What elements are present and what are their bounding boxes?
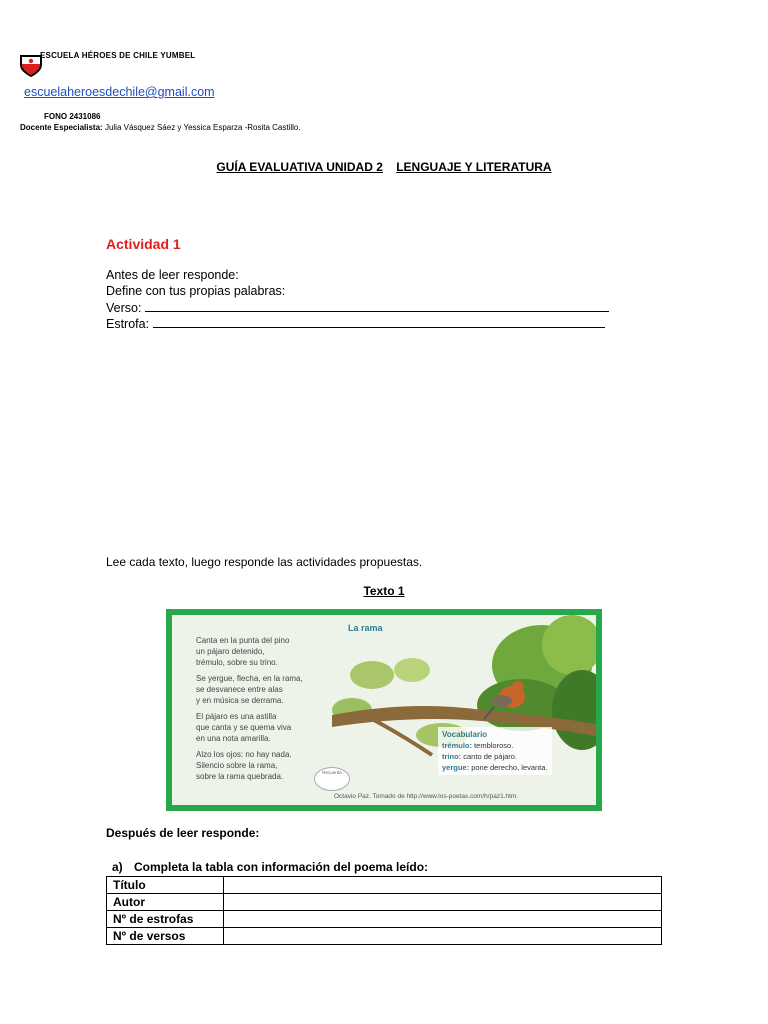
- estrofa-row: [106, 315, 605, 331]
- row-label-estrofas: Nº de estrofas: [107, 911, 224, 928]
- vocab-item: [442, 762, 548, 773]
- page-title: [0, 160, 768, 174]
- poem-image-frame: [166, 609, 602, 811]
- verse: un pájaro detenido,: [196, 647, 265, 656]
- teachers-line: [20, 123, 301, 132]
- vocab-term: trino:: [442, 752, 462, 761]
- vocabulary-box: [438, 727, 552, 775]
- row-label-titulo: Título: [107, 877, 224, 894]
- stanza-3: [196, 711, 303, 744]
- table-row: [107, 894, 662, 911]
- verse: Se yergue, flecha, en la rama,: [196, 674, 303, 683]
- vocab-term: trémulo:: [442, 741, 472, 750]
- answer-cell-autor[interactable]: [224, 894, 662, 911]
- vocabulary-heading: Vocabulario: [442, 730, 488, 739]
- verse: que canta y se quema viva: [196, 723, 292, 732]
- verso-answer-line[interactable]: [145, 299, 609, 312]
- poem-credit: Octavio Paz. Tomado de http://www.los-poetas.com/h/paz1.htm.: [334, 793, 519, 800]
- verse: Canta en la punta del pino: [196, 636, 290, 645]
- answer-cell-estrofas[interactable]: [224, 911, 662, 928]
- vocab-term: yergue:: [442, 763, 470, 772]
- poem-text: [196, 635, 303, 787]
- verse: y en música se derrama.: [196, 696, 284, 705]
- question-letter: a): [112, 860, 123, 874]
- phone-number: FONO 2431086: [44, 112, 101, 121]
- verso-label: Verso:: [106, 301, 142, 315]
- table-row: [107, 911, 662, 928]
- question-a: [112, 860, 429, 874]
- answer-cell-versos[interactable]: [224, 928, 662, 945]
- verse: se desvanece entre alas: [196, 685, 283, 694]
- stanza-2: [196, 673, 303, 706]
- title-left: GUÍA EVALUATIVA UNIDAD 2: [216, 160, 383, 174]
- vocab-def: canto de pájaro.: [463, 752, 518, 761]
- verse: trémulo, sobre su trino.: [196, 658, 278, 667]
- poem-image: [172, 615, 596, 805]
- before-reading-line: Antes de leer responde:: [106, 268, 239, 282]
- vocab-def: pone derecho, levanta.: [471, 763, 548, 772]
- row-label-versos: Nº de versos: [107, 928, 224, 945]
- school-name: ESCUELA HÉROES DE CHILE YUMBEL: [40, 51, 196, 60]
- title-right: LENGUAJE Y LITERATURA: [396, 160, 552, 174]
- teachers-names: Julia Vásquez Sáez y Yessica Esparza -Rosita Castillo.: [104, 123, 301, 132]
- recuerda-bubble: Recuerda: [314, 767, 350, 791]
- estrofa-label: Estrofa:: [106, 317, 150, 331]
- poem-title: La rama: [348, 623, 383, 633]
- activity-1-title: Actividad 1: [106, 236, 181, 252]
- stanza-1: [196, 635, 303, 668]
- vocab-item: [442, 740, 548, 751]
- stanza-4: [196, 749, 303, 782]
- define-line: Define con tus propias palabras:: [106, 284, 286, 298]
- verse: El pájaro es una astilla: [196, 712, 277, 721]
- verse: en una nota amarilla.: [196, 734, 271, 743]
- texto-1-label: Texto 1: [363, 584, 405, 598]
- verse: Silencio sobre la rama,: [196, 761, 278, 770]
- instruction-text: Lee cada texto, luego responde las actividades propuestas.: [106, 555, 423, 569]
- verse: Alzo los ojos: no hay nada.: [196, 750, 292, 759]
- school-email-link[interactable]: escuelaheroesdechile@gmail.com: [24, 85, 215, 99]
- answer-cell-titulo[interactable]: [224, 877, 662, 894]
- verso-row: [106, 299, 609, 315]
- table-row: [107, 928, 662, 945]
- row-label-autor: Autor: [107, 894, 224, 911]
- after-reading-title: Después de leer responde:: [106, 826, 260, 840]
- poem-info-table: [106, 876, 662, 945]
- vocab-item: [442, 751, 548, 762]
- tree-bird-illustration: [332, 615, 596, 805]
- verse: sobre la rama quebrada.: [196, 772, 284, 781]
- teachers-label: Docente Especialista:: [20, 123, 103, 132]
- estrofa-answer-line[interactable]: [153, 315, 605, 328]
- vocab-def: tembloroso.: [474, 741, 514, 750]
- question-text: Completa la tabla con información del poema leído:: [134, 860, 429, 874]
- texto-1-title: [0, 584, 768, 598]
- table-row: [107, 877, 662, 894]
